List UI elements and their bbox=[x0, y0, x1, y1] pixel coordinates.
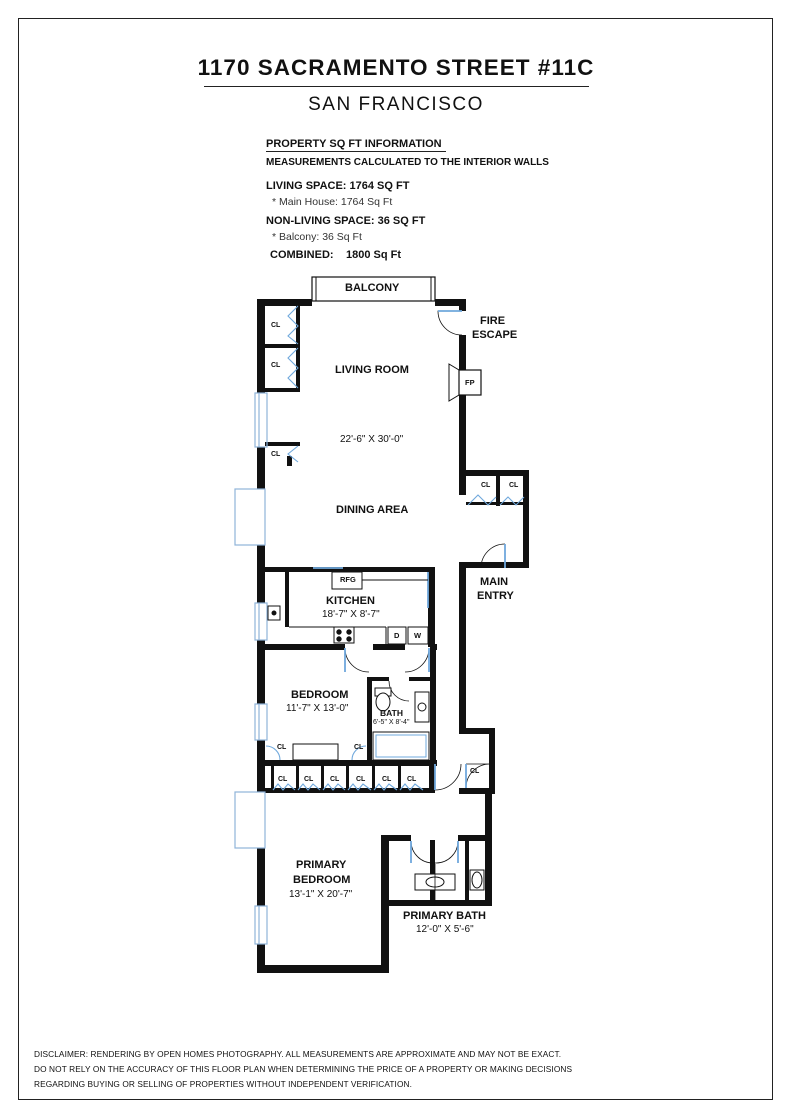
disclaimer-line-3: REGARDING BUYING OR SELLING OF PROPERTIES WITHOUT INDEPENDENT VERIFICATION. bbox=[34, 1079, 412, 1089]
dining-area-label: DINING AREA bbox=[336, 504, 409, 516]
dishwasher-label: D bbox=[394, 631, 400, 640]
closet-label: CL bbox=[277, 744, 287, 751]
closet-label: CL bbox=[509, 482, 519, 489]
kitchen-dims: 18'-7" X 8'-7" bbox=[322, 609, 380, 620]
closet-label: CL bbox=[356, 776, 366, 783]
disclaimer-line-1: DISCLAIMER: RENDERING BY OPEN HOMES PHOTOGRAPHY. ALL MEASUREMENTS ARE APPROXIMATE AND MAY NOT BE EXACT. bbox=[34, 1049, 562, 1059]
page-title: 1170 SACRAMENTO STREET #11C bbox=[197, 55, 595, 80]
combined-label: COMBINED: bbox=[270, 249, 334, 261]
bath-dims: 6'-5" X 8'-4" bbox=[373, 719, 410, 726]
primary-bedroom-label-1: PRIMARY bbox=[296, 859, 347, 871]
closet-label: CL bbox=[330, 776, 340, 783]
living-room-dims: 22'-6" X 30'-0" bbox=[340, 434, 404, 445]
balcony-label: BALCONY bbox=[345, 282, 400, 294]
primary-bedroom-dims: 13'-1" X 20'-7" bbox=[289, 889, 353, 900]
main-entry-label-2: ENTRY bbox=[477, 590, 514, 602]
closet-label: CL bbox=[271, 362, 281, 369]
closet-label: CL bbox=[481, 482, 491, 489]
closet-label: CL bbox=[271, 322, 281, 329]
primary-bath-label: PRIMARY BATH bbox=[403, 910, 486, 922]
closet-label: CL bbox=[304, 776, 314, 783]
bath-label: BATH bbox=[380, 708, 403, 718]
closet-label: CL bbox=[271, 451, 281, 458]
closet-label: CL bbox=[407, 776, 417, 783]
closet-label: CL bbox=[470, 768, 480, 775]
primary-bedroom-label-2: BEDROOM bbox=[293, 874, 351, 886]
bedroom-dims: 11'-7" X 13'-0" bbox=[286, 703, 349, 714]
main-entry-label-1: MAIN bbox=[480, 576, 509, 588]
city-subtitle: SAN FRANCISCO bbox=[308, 94, 484, 115]
fire-escape-label-1: FIRE bbox=[480, 315, 506, 327]
fireplace-label: FP bbox=[465, 378, 475, 387]
closet-label: CL bbox=[382, 776, 392, 783]
washer-label: W bbox=[414, 631, 422, 640]
combined-value: 1800 Sq Ft bbox=[346, 249, 402, 261]
fire-escape-label-2: ESCAPE bbox=[472, 329, 518, 341]
kitchen-label: KITCHEN bbox=[326, 595, 375, 607]
living-space: LIVING SPACE: 1764 SQ FT bbox=[266, 180, 410, 192]
non-living-space-detail: * Balcony: 36 Sq Ft bbox=[272, 231, 362, 243]
living-space-detail: * Main House: 1764 Sq Ft bbox=[272, 196, 393, 208]
primary-bath-dims: 12'-0" X 5'-6" bbox=[416, 924, 474, 935]
sqft-heading: PROPERTY SQ FT INFORMATION bbox=[266, 138, 442, 150]
closet-label: CL bbox=[278, 776, 288, 783]
living-room-label: LIVING ROOM bbox=[335, 364, 409, 376]
non-living-space: NON-LIVING SPACE: 36 SQ FT bbox=[266, 215, 426, 227]
refrigerator-label: RFG bbox=[340, 575, 356, 584]
closet-label: CL bbox=[354, 744, 364, 751]
interior-walls bbox=[265, 456, 469, 902]
measurement-note: MEASUREMENTS CALCULATED TO THE INTERIOR WALLS bbox=[266, 157, 549, 168]
disclaimer-line-2: DO NOT RELY ON THE ACCURACY OF THIS FLOOR PLAN WHEN DETERMINING THE PRICE OF A PROPERTY OR MAKING DECISIONS bbox=[34, 1064, 573, 1074]
bedroom-label: BEDROOM bbox=[291, 689, 349, 701]
